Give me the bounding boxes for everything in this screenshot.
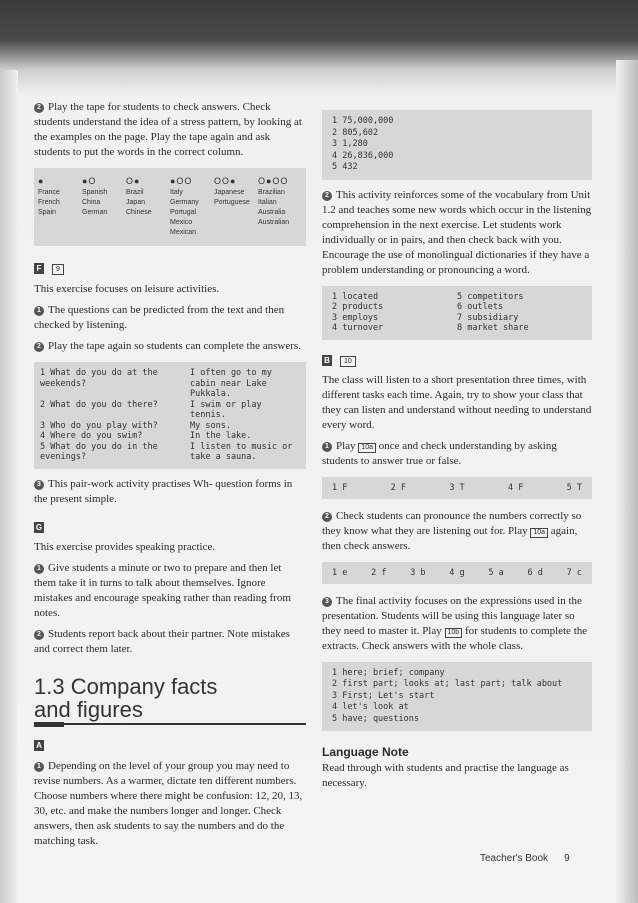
step-2-icon: 2 xyxy=(34,630,44,640)
stress-word: Germany xyxy=(170,199,199,206)
match-answer: 7 c xyxy=(566,567,582,578)
paragraph: This exercise provides speaking practice. xyxy=(34,540,216,553)
stress-pattern-icon: OO● xyxy=(214,176,237,186)
question: 5 What do you do in the evenings? xyxy=(40,441,158,462)
stress-column xyxy=(170,176,214,238)
stress-pattern-icon: O●OO xyxy=(258,176,289,186)
step-1-icon: 1 xyxy=(34,306,44,316)
tf-answer: 1 F xyxy=(332,482,348,493)
step-1-icon: 1 xyxy=(34,564,44,574)
matching-answer-box xyxy=(322,562,592,584)
extract-item: 4 let's look at xyxy=(332,702,409,712)
answer-key-box xyxy=(34,362,306,469)
section-b-header: B 10 xyxy=(322,350,592,368)
numbers-answer-box xyxy=(322,110,592,180)
stress-word: Brazilian xyxy=(258,189,285,196)
stress-word: Spanish xyxy=(82,189,108,196)
section-g-header: G xyxy=(35,522,43,532)
vocab-item: 2 products xyxy=(332,302,384,312)
stress-column xyxy=(38,176,82,238)
title-rule xyxy=(34,723,306,725)
vocabulary-answer-box xyxy=(322,286,592,340)
tf-answer: 4 F xyxy=(507,482,524,493)
vocab-item: 6 outlets xyxy=(457,302,504,312)
vocab-item: 3 employs xyxy=(332,312,379,323)
paragraph: 2 Check students can pronounce the numbers correctly so they know what they are listening out for. Play 10a again, then check answers. xyxy=(322,509,582,552)
paragraph: This exercise focuses on leisure activities. xyxy=(34,283,220,295)
stress-word: Australia xyxy=(258,209,286,216)
extract-item: 5 have; questions xyxy=(332,713,419,724)
answer: I swim or play tennis. xyxy=(190,399,262,420)
match-answer: 5 a xyxy=(488,567,504,578)
paragraph: The class will listen to a short presentation three times, with different tasks each time. Again, try to show your class that they can listen and understand without needing to understand every word. xyxy=(322,373,592,431)
stress-word: Mexican xyxy=(170,229,197,236)
stress-word: Chinese xyxy=(126,209,152,216)
question: 4 Where do you swim? xyxy=(40,431,143,441)
vocab-item: 4 turnover xyxy=(332,323,384,333)
answer: In the lake. xyxy=(190,431,252,441)
match-answer: 2 f xyxy=(371,567,387,578)
answer: My sons. xyxy=(190,420,231,431)
stress-word: German xyxy=(82,209,108,216)
step-2-icon: 2 xyxy=(34,342,44,352)
page-shadow-right xyxy=(616,60,638,903)
paragraph: 2 Students report back about their partner. Note mistakes and correct them later. xyxy=(34,627,290,655)
stress-word: Portugal xyxy=(170,209,197,216)
title-rule-accent xyxy=(34,722,64,727)
match-answer: 1 e xyxy=(332,567,348,578)
number-item: 1 75,000,000 xyxy=(332,116,394,126)
question: 3 Who do you play with? xyxy=(40,420,158,431)
track-number: 10a xyxy=(358,443,376,453)
stress-column xyxy=(214,176,258,238)
stress-word: Mexico xyxy=(170,219,193,226)
step-3-icon: 3 xyxy=(34,480,44,490)
page-shadow-left xyxy=(0,70,18,903)
stress-pattern-icon: ● xyxy=(38,176,45,186)
language-note-heading: Language Note xyxy=(322,745,409,759)
paragraph: 1 Give students a minute or two to prepare and then let them take it in turns to talk about themselves. Ignore mistakes and encourage speaking rather than reading from notes. xyxy=(34,561,291,619)
language-note-text: Read through with students and practise the language as necessary. xyxy=(322,762,569,789)
section-a-header: A xyxy=(34,735,306,753)
stress-pattern-table xyxy=(34,168,306,246)
paragraph: 1 Play 10a once and check understanding by asking students to answer true or false. xyxy=(322,439,557,467)
stress-pattern-icon: ●O xyxy=(82,176,97,186)
vocab-item: 5 competitors xyxy=(457,291,524,302)
section-title xyxy=(34,675,306,727)
paragraph: 3 This pair-work activity practises Wh- question forms in the present simple. xyxy=(34,477,293,505)
number-item: 2 805,602 xyxy=(332,127,379,138)
stress-column xyxy=(82,176,126,238)
paragraph: 3 The final activity focuses on the expressions used in the presentation. Students will be using this language later so they need to master it. Play 10b for students to complete the extracts. Check answers with the whole class. xyxy=(322,594,588,652)
paragraph: 2 Play the tape for students to check answers. Check students understand the idea of a stress pattern, by looking at the examples on the page. Play the tape again and ask students to put the words in the correct column. xyxy=(34,101,302,158)
left-column xyxy=(34,100,306,849)
section-f-header: F 9 xyxy=(34,258,306,276)
step-1-icon: 1 xyxy=(322,442,332,452)
right-column xyxy=(322,110,592,791)
tf-answer: 3 T xyxy=(449,482,465,493)
step-2-icon: 2 xyxy=(34,103,44,113)
stress-word: Spain xyxy=(38,209,56,216)
stress-word: Italian xyxy=(258,199,277,206)
track-number: 10 xyxy=(340,356,356,367)
page-number: 9 xyxy=(564,853,570,864)
question: 1 What do you do at the weekends? xyxy=(40,368,158,389)
stress-word: Brazil xyxy=(126,189,144,196)
vocab-item: 7 subsidiary xyxy=(457,312,519,323)
stress-column xyxy=(126,176,170,238)
stress-word: Japanese xyxy=(214,189,245,196)
title-line-2: and figures xyxy=(34,696,143,722)
match-answer: 3 b xyxy=(410,567,426,578)
track-number: 9 xyxy=(52,264,64,275)
vocab-item: 1 located xyxy=(332,291,379,302)
paragraph: 1 Depending on the level of your group you may need to revise numbers. As a warmer, dictate ten different numbers. Choose numbers where there might be confusion: 12, 20, 13, 30, etc. and make the numbers longer and longer. Check answers, then ask students to say the numbers and do the matching task. xyxy=(34,759,303,847)
extract-item: 3 First; Let's start xyxy=(332,690,435,701)
stress-word: Italy xyxy=(170,189,183,196)
true-false-answer-box xyxy=(322,477,592,499)
stress-word: French xyxy=(38,199,60,206)
number-item: 5 432 xyxy=(332,162,358,172)
extract-item: 2 first part; looks at; last part; talk about xyxy=(332,679,563,689)
stress-word: China xyxy=(82,199,101,206)
step-2-icon: 2 xyxy=(322,191,332,201)
paragraph: 2 This activity reinforces some of the vocabulary from Unit 1.2 and teaches some new words which occur in the listening comprehension in the next exercise. Let students work individually or in pairs, and then check back with you. Encourage the use of monolingual dictionaries if they have a problem understanding or pronouncing a word. xyxy=(322,188,592,276)
number-item: 3 1,280 xyxy=(332,139,368,149)
tf-answer: 2 F xyxy=(390,482,407,493)
track-number: 10a xyxy=(530,528,548,538)
footer-label: Teacher's Book xyxy=(480,853,549,864)
match-answer: 6 d xyxy=(527,567,543,578)
answer: I often go to my cabin near Lake Pukkala. xyxy=(190,368,272,399)
step-2-icon: 2 xyxy=(322,512,332,522)
stress-column xyxy=(258,176,302,238)
paragraph: 1 The questions can be predicted from the text and then checked by listening. xyxy=(34,304,285,331)
vocab-item: 8 market share xyxy=(457,323,529,333)
stress-pattern-icon: ●OO xyxy=(170,176,193,186)
stress-word: Australian xyxy=(258,219,290,226)
answer: I listen to music or take a sauna. xyxy=(190,441,293,462)
step-3-icon: 3 xyxy=(322,597,332,607)
stress-word: Portuguese xyxy=(214,199,250,206)
extract-item: 1 here; brief; company xyxy=(332,667,445,678)
page-footer xyxy=(480,853,570,864)
tf-answer: 5 T xyxy=(566,482,582,493)
paragraph: 2 Play the tape again so students can complete the answers. xyxy=(34,339,306,354)
stress-pattern-icon: O● xyxy=(126,176,141,186)
match-answer: 4 g xyxy=(449,567,465,578)
track-number: 10b xyxy=(445,628,463,638)
stress-word: France xyxy=(38,189,60,196)
question: 2 What do you do there? xyxy=(40,399,158,410)
step-1-icon: 1 xyxy=(34,762,44,772)
extracts-answer-box xyxy=(322,662,592,732)
stress-word: Japan xyxy=(126,199,146,206)
number-item: 4 26,836,000 xyxy=(332,150,394,161)
title-line-1: 1.3 Company facts xyxy=(34,673,218,699)
